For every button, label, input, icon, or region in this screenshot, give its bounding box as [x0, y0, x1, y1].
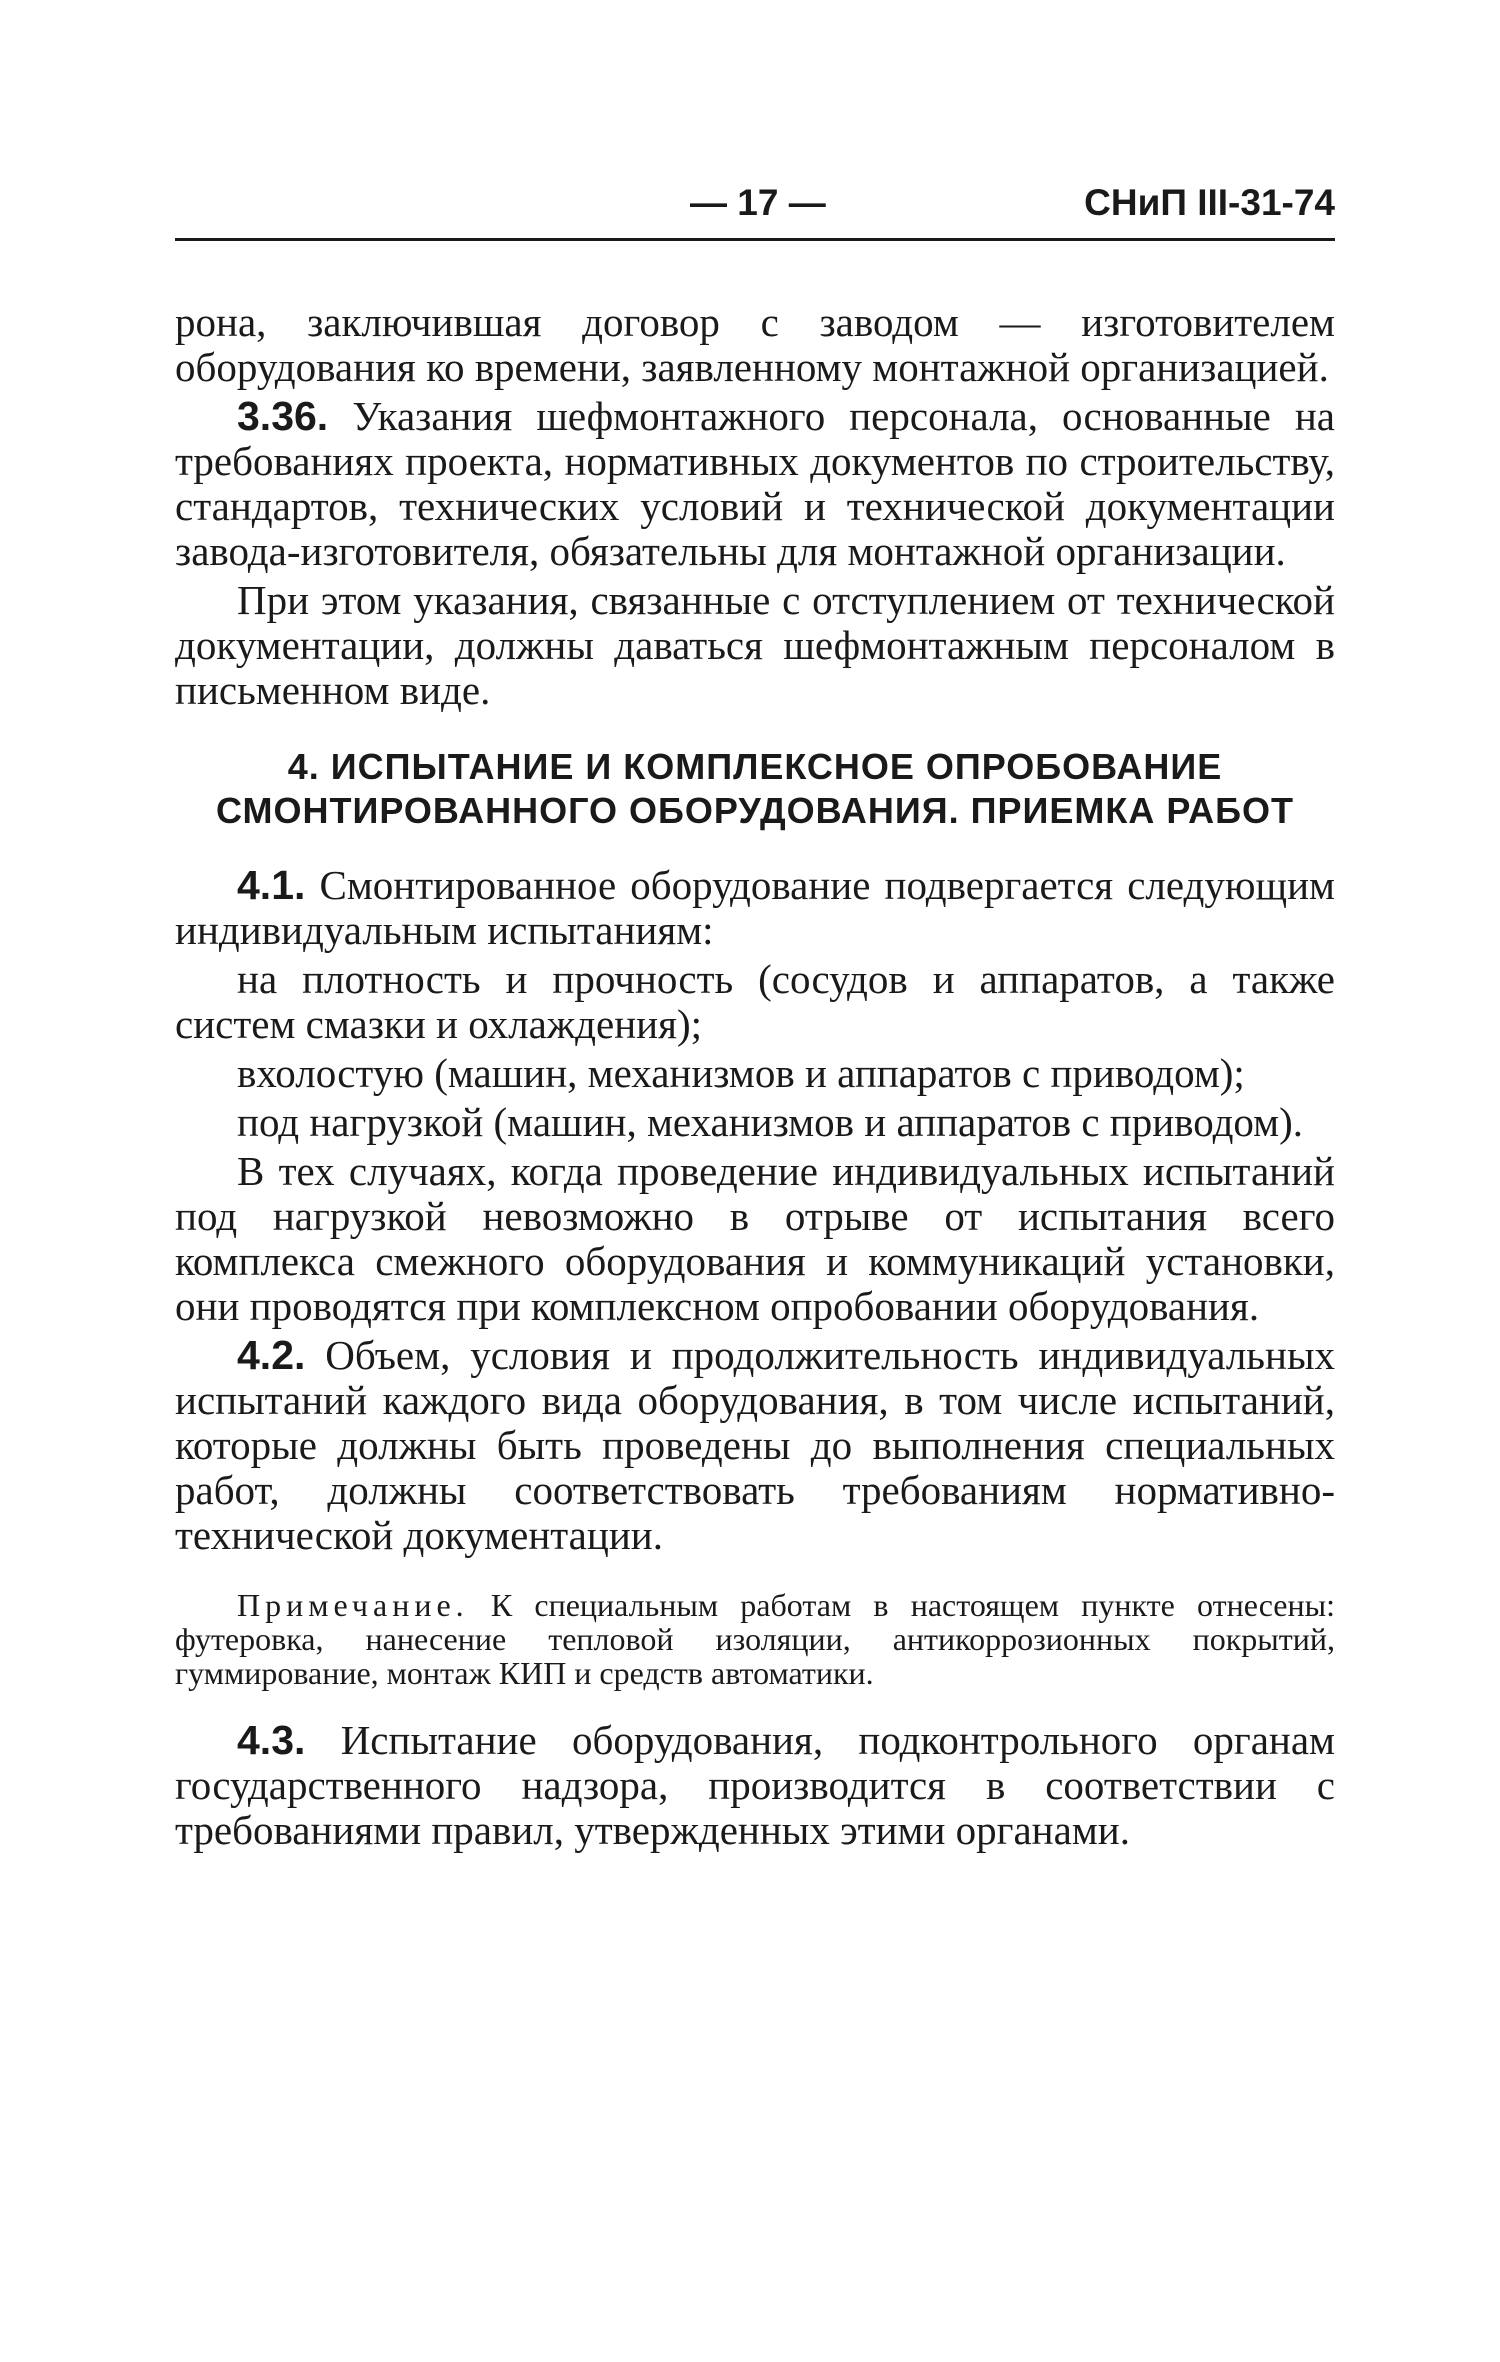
paragraph-4-1-cases: В тех случаях, когда проведение индивидуальных испытаний под нагрузкой невозможно в отрыве от испытания всего комплекса смежного оборудования и коммуникаций установки, они проводятся при комплексном опробовании оборудования. — [175, 1148, 1335, 1329]
page-number: — 17 — — [690, 182, 826, 223]
test-item-3: под нагрузкой (машин, механизмов и аппаратов с приводом). — [237, 1099, 1303, 1145]
clause-number: 4.1. — [237, 862, 306, 908]
note-text: К специальным работам в настоящем пункте отнесены: футеровка, нанесение тепловой изоляции, антикоррозионных покрытий, гуммирование, монтаж КИП и средств автоматики. — [175, 1587, 1335, 1691]
paragraph-3-36 — [175, 394, 1335, 574]
paragraph-4-3 — [175, 1718, 1335, 1853]
note-label: Примечание. — [237, 1587, 469, 1623]
clause-number: 3.36. — [237, 393, 329, 439]
clause-text: Смонтированное оборудование подвергается следующим индивидуальным испытаниям: — [175, 862, 1335, 953]
page-header — [175, 180, 1335, 236]
paragraph-4-2 — [175, 1333, 1335, 1558]
section-heading — [175, 745, 1335, 833]
document-body — [175, 300, 1335, 1853]
test-item-1: на плотность и прочность (сосудов и аппаратов, а также систем смазки и охлаждения); — [175, 956, 1335, 1047]
paragraph-continuation: рона, заключившая договор с заводом — изготовителем оборудования ко времени, заявленному монтажной организацией. — [175, 299, 1335, 390]
clause-number: 4.2. — [237, 1332, 306, 1378]
document-id: СНиП III-31-74 — [1084, 182, 1335, 223]
section-heading-line-1: 4. ИСПЫТАНИЕ И КОМПЛЕКСНОЕ ОПРОБОВАНИЕ — [287, 746, 1223, 787]
clause-number: 4.3. — [237, 1717, 306, 1763]
clause-text: Испытание оборудования, подконтрольного органам государственного надзора, производится в соответствии с требованиями правил, утвержденных этими органами. — [175, 1717, 1335, 1853]
section-heading-line-2: СМОНТИРОВАННОГО ОБОРУДОВАНИЯ. ПРИЕМКА РАБОТ — [215, 790, 1295, 831]
paragraph-3-36-continued: При этом указания, связанные с отступлением от технической документации, должны даваться шефмонтажным персоналом в письменном виде. — [175, 577, 1335, 713]
header-rule — [175, 238, 1335, 241]
clause-text: Указания шефмонтажного персонала, основанные на требованиях проекта, нормативных документов по строительству, стандартов, технических условий и технической документации завода-изготовителя, обязательны для монтажной организации. — [175, 393, 1335, 574]
paragraph-4-1 — [175, 863, 1335, 953]
note — [175, 1588, 1335, 1690]
test-item-2: вхолостую (машин, механизмов и аппаратов с приводом); — [237, 1050, 1245, 1096]
document-page — [175, 180, 1335, 1853]
clause-text: Объем, условия и продолжительность индивидуальных испытаний каждого вида оборудования, в том числе испытаний, которые должны быть проведены до выполнения специальных работ, должны соответствовать требованиям нормативно-технической документации. — [175, 1332, 1335, 1558]
